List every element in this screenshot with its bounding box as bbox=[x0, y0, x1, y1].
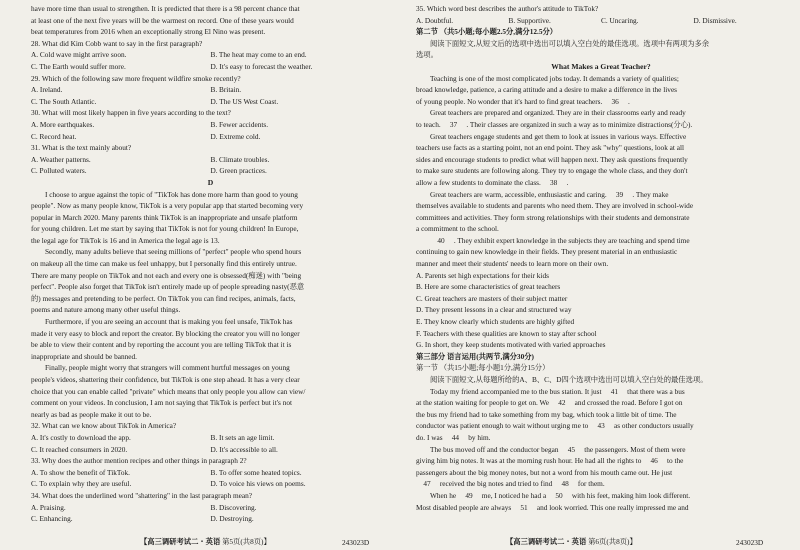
answer-option: A. Weather patterns. bbox=[31, 154, 91, 164]
passage-line: There are many people on TikTok and not each and every one is obsessed(痴迷) with "being bbox=[31, 270, 302, 280]
passage-line: comment on your videos. In conclusion, I am not saying that TikTok is perfect but it's not bbox=[31, 398, 293, 408]
section2-heading: 第二节 （共5小题;每小题2.5分,满分12.5分） bbox=[416, 27, 558, 37]
passage-line: to teach. 37 . Their classes are organized in such a way as to minimize distractions(分心). bbox=[416, 119, 786, 131]
answer-option: A. Cold wave might arrive soon. bbox=[31, 50, 127, 60]
passage-line: committees and activities. They form strong relationships with their students and demonstrate bbox=[416, 212, 690, 222]
blank-43: 43 bbox=[590, 420, 612, 432]
answer-option: D. Extreme cold. bbox=[210, 131, 261, 141]
cloze-line: When he 49 me, I noticed he had a 50 with his feet, making him look different. bbox=[416, 490, 786, 502]
choice-option: C. Great teachers are masters of their subject matter bbox=[416, 293, 568, 303]
blank-50: 50 bbox=[548, 490, 570, 502]
choice-option: E. They know clearly which students are highly gifted bbox=[416, 317, 575, 327]
answer-option: D. To voice his views on poems. bbox=[210, 479, 306, 489]
passage-line: choice that you can enable called "private" which means that only people you allow can view/ bbox=[31, 386, 306, 396]
footer-page-6 bbox=[506, 537, 637, 547]
passage-line: Great teachers engage students and get them to look at issues in various ways. Effective bbox=[430, 131, 687, 141]
cloze-line: Today my friend accompanied me to the bus station. It just 41 that there was a bus bbox=[416, 386, 786, 398]
answer-option: D. Green practices. bbox=[210, 166, 267, 176]
option-row bbox=[31, 165, 390, 177]
passage-line: Furthermore, if you are seeing an account that is making you feel unsafe, TikTok has bbox=[45, 317, 293, 327]
passage-line: themselves available to students and parents who need them. They are involved in school-wide bbox=[416, 201, 694, 211]
option-row bbox=[31, 61, 390, 73]
blank-40: 40 bbox=[430, 235, 452, 247]
passage-line: on makeup all the time can make us feel unhappy, but I personally find this entirely untrue. bbox=[31, 259, 297, 269]
passage-line: the legal age for TikTok is 16 and in America the legal age is 13. bbox=[31, 235, 220, 245]
passage-line: poems and nature among many other useful things. bbox=[31, 305, 181, 315]
passage-line: perfect". People also forget that TikTok isn't entirely made up of people spreading nasty(恶意 bbox=[31, 282, 305, 292]
answer-option: B. The heat may come to an end. bbox=[210, 50, 307, 60]
footer-code: 243023D bbox=[342, 538, 370, 547]
cloze-line: do. I was 44 by him. bbox=[416, 432, 786, 444]
question-stem: 28. What did Kim Cobb want to say in the first paragraph? bbox=[31, 38, 203, 48]
cloze-line: 47 received the big notes and tried to find 48 for them. bbox=[416, 478, 786, 490]
blank-37: 37 bbox=[443, 119, 465, 131]
passage-line: at least one of the next five years will be the warmest on record. One of these years would bbox=[31, 15, 294, 25]
answer-option: C. Uncaring. bbox=[601, 15, 639, 25]
passage-line: sides and encourage students to predict what will happen next. They ask questions frequently bbox=[416, 154, 688, 164]
answer-option: B. To offer some heated topics. bbox=[210, 467, 302, 477]
question-stem: 30. What will most likely happen in five years according to the text? bbox=[31, 108, 231, 118]
cloze-line: at the station waiting for people to get on. We 42 and crossed the road. Before I got on bbox=[416, 397, 786, 409]
option-row bbox=[31, 513, 390, 525]
footer-page-5 bbox=[140, 537, 271, 547]
passage-line: I choose to argue against the topic of "TikTok has done more harm than good to young bbox=[45, 189, 298, 199]
option-row bbox=[31, 444, 390, 456]
passage-line: a commitment to the school. bbox=[416, 224, 499, 234]
blank-39: 39 bbox=[609, 189, 631, 201]
answer-option: B. Fewer accidents. bbox=[210, 119, 269, 129]
answer-option: C. Record heat. bbox=[31, 131, 77, 141]
passage-line: Teaching is one of the most complicated jobs today. It demands a variety of qualities; bbox=[430, 73, 679, 83]
blank-41: 41 bbox=[603, 386, 625, 398]
option-row bbox=[31, 96, 390, 108]
blank-36: 36 bbox=[604, 96, 626, 108]
passage-line: Finally, people might worry that strangers will comment hurtful messages on young bbox=[45, 363, 290, 373]
section2-instructions: 阅读下面短文,从短文后的选项中选出可以填入空白处的最佳选项。选项中有两项为多余 bbox=[430, 38, 710, 48]
answer-option: C. To explain why they are useful. bbox=[31, 479, 132, 489]
answer-option: A. More earthquakes. bbox=[31, 119, 95, 129]
passage-line: continuing to gain new knowledge in their fields. They present material in an enthusiastic bbox=[416, 247, 678, 257]
passage-line: of young people. No wonder that it's hard to find great teachers. 36 . bbox=[416, 96, 786, 108]
question-stem: 35. Which word best describes the author's attitude to TikTok? bbox=[416, 4, 599, 13]
answer-option: D. It's accessible to all. bbox=[210, 444, 278, 454]
passage-line: Great teachers are prepared and organized. They are in their classrooms early and ready bbox=[430, 108, 686, 118]
option-row bbox=[31, 502, 390, 514]
passage-title: What Makes a Great Teacher? bbox=[551, 61, 651, 71]
cloze-line: The bus moved off and the conductor began 45 the passengers. Most of them were bbox=[416, 444, 786, 456]
answer-option: B. Supportive. bbox=[508, 15, 551, 25]
section1-instructions: 阅读下面短文,从每题所给的A、B、C、D四个选项中选出可以填入空白处的最佳选项。 bbox=[430, 375, 708, 384]
part3-heading: 第三部分 语言运用(共两节,满分30分) bbox=[416, 351, 534, 361]
answer-option: D. Dismissive. bbox=[693, 15, 737, 25]
option-row bbox=[31, 119, 390, 131]
answer-option: C. It reached consumers in 2020. bbox=[31, 444, 128, 454]
question-stem: 32. What can we know about TikTok in America? bbox=[31, 421, 177, 431]
answer-option: C. Enhancing. bbox=[31, 514, 73, 524]
blank-45: 45 bbox=[560, 444, 582, 456]
question-stem: 33. Why does the author mention recipes and other things in paragraph 2? bbox=[31, 456, 247, 466]
passage-line: be able to view their content and by reporting the account you are telling TikTok that it is bbox=[31, 340, 292, 350]
question-stem: 34. What does the underlined word "shattering" in the last paragraph mean? bbox=[31, 490, 253, 500]
passage-line: made it very easy to block and report the creator. By blocking the creator you will no longer bbox=[31, 328, 300, 338]
answer-option: A. To show the benefit of TikTok. bbox=[31, 467, 130, 477]
passage-line: people's videos, shattering their confidence, but TikTok is one step ahead. It has a very clear bbox=[31, 375, 300, 384]
blank-44: 44 bbox=[444, 432, 466, 444]
choice-option: G. In short, they keep students motivated with varied approaches bbox=[416, 340, 606, 350]
answer-option: D. It's easy to forecast the weather. bbox=[210, 61, 313, 71]
footer-page-number: 第6页(共8页)】 bbox=[588, 537, 637, 546]
section2-instructions-cont: 选项。 bbox=[416, 50, 438, 60]
blank-47: 47 bbox=[416, 478, 438, 490]
passage-line: people". Now as many people know, TikTok is a very popular app that started becoming very bbox=[31, 201, 304, 211]
passage-line: allow a few students to dominate the class. 38 . bbox=[416, 177, 786, 189]
passage-line: inappropriate and should be banned. bbox=[31, 351, 137, 361]
exam-page-6 bbox=[400, 0, 800, 550]
answer-option: D. The US West Coast. bbox=[210, 96, 279, 106]
answer-option: A. Ireland. bbox=[31, 85, 63, 95]
choice-option: D. They present lessons in a clear and structured way bbox=[416, 305, 572, 315]
passage-line: Secondly, many adults believe that seeing millions of "perfect" people who spend hours bbox=[45, 247, 302, 257]
passage-line: to make sure students are following along. They try to engage the whole class, and they don't bbox=[416, 166, 688, 176]
answer-option: B. Discovering. bbox=[210, 502, 257, 512]
option-row bbox=[416, 15, 786, 27]
answer-option: B. It sets an age limit. bbox=[210, 432, 275, 442]
passage-line: for young children. Let me start by saying that TikTok is not for young children! In Europe, bbox=[31, 224, 299, 234]
cloze-line: Most disabled people are always 51 and look worried. This one really impressed me and bbox=[416, 502, 786, 514]
footer-page-number: 第5页(共8页)】 bbox=[222, 537, 271, 546]
passage-line: Great teachers are warm, accessible, enthusiastic and caring. 39 . They make bbox=[416, 189, 786, 201]
option-row bbox=[31, 84, 390, 96]
blank-38: 38 bbox=[543, 177, 565, 189]
footer-title: 【高三调研考试二・英语 bbox=[140, 537, 221, 546]
option-row bbox=[31, 478, 390, 490]
question-stem: 31. What is the text mainly about? bbox=[31, 143, 132, 153]
answer-option: A. Doubtful. bbox=[416, 15, 454, 25]
blank-46: 46 bbox=[643, 455, 665, 467]
answer-option: C. The South Atlantic. bbox=[31, 96, 97, 106]
blank-48: 48 bbox=[554, 478, 576, 490]
passage-line: have more time than usual to strengthen. It is predicted that there is a 98 percent chance that bbox=[31, 4, 300, 13]
passage-line: teachers use facts as a starting point, not an end point. They ask "why" questions, look at all bbox=[416, 143, 685, 153]
cloze-line: passengers about the big money notes, but not a word from his mouth came out. He just bbox=[416, 467, 673, 477]
cloze-line: conductor was patient enough to wait without urging me to 43 as other conductors usually bbox=[416, 420, 786, 432]
passage-line: nearly as bad as people make it out to be. bbox=[31, 409, 152, 419]
footer-code: 243023D bbox=[736, 538, 764, 547]
answer-option: B. Britain. bbox=[210, 85, 242, 95]
option-row bbox=[31, 131, 390, 143]
section1-heading: 第一节 （共15小题;每小题1分,满分15分） bbox=[416, 363, 550, 373]
passage-line: 40 . They exhibit expert knowledge in the subjects they are teaching and spend time bbox=[416, 235, 786, 247]
choice-option: B. Here are some characteristics of great teachers bbox=[416, 282, 561, 292]
choice-option: F. Teachers with these qualities are known to stay after school bbox=[416, 328, 597, 338]
answer-option: C. The Earth would suffer more. bbox=[31, 61, 126, 71]
blank-42: 42 bbox=[551, 397, 573, 409]
choice-option: A. Parents set high expectations for their kids bbox=[416, 270, 549, 280]
option-row bbox=[31, 432, 390, 444]
blank-49: 49 bbox=[458, 490, 480, 502]
section-d-label: D bbox=[207, 177, 214, 187]
passage-line: 的) messages and pretending to be perfect. On TikTok you can find recipes, animals, facts, bbox=[31, 293, 296, 303]
option-row bbox=[31, 154, 390, 166]
cloze-line: giving him big notes. It was at the morning rush hour. He had all the rights to 46 to the bbox=[416, 455, 786, 467]
answer-option: B. Climate troubles. bbox=[210, 154, 270, 164]
answer-option: A. It's costly to download the app. bbox=[31, 432, 131, 442]
passage-line: popular in March 2020. Many parents think TikTok is an inappropriate and unsafe platform bbox=[31, 212, 298, 222]
answer-option: C. Polluted waters. bbox=[31, 166, 87, 176]
question-stem: 29. Which of the following saw more frequent wildfire smoke recently? bbox=[31, 73, 241, 83]
option-row bbox=[31, 467, 390, 479]
option-row bbox=[31, 49, 390, 61]
footer-title: 【高三调研考试二・英语 bbox=[506, 537, 587, 546]
answer-option: D. Destroying. bbox=[210, 514, 254, 524]
passage-line: beat temperatures from 2016 when an exceptionally strong El Nino was present. bbox=[31, 27, 266, 37]
blank-51: 51 bbox=[513, 502, 535, 514]
answer-option: A. Praising. bbox=[31, 502, 66, 512]
passage-line: broad knowledge, patience, a caring attitude and a desire to make a difference in the lives bbox=[416, 85, 678, 95]
cloze-line: the bus my friend had to take something from my bag, which took a little bit of time. The bbox=[416, 409, 677, 419]
passage-line: manner and meet their students' needs to learn more on their own. bbox=[416, 259, 609, 269]
